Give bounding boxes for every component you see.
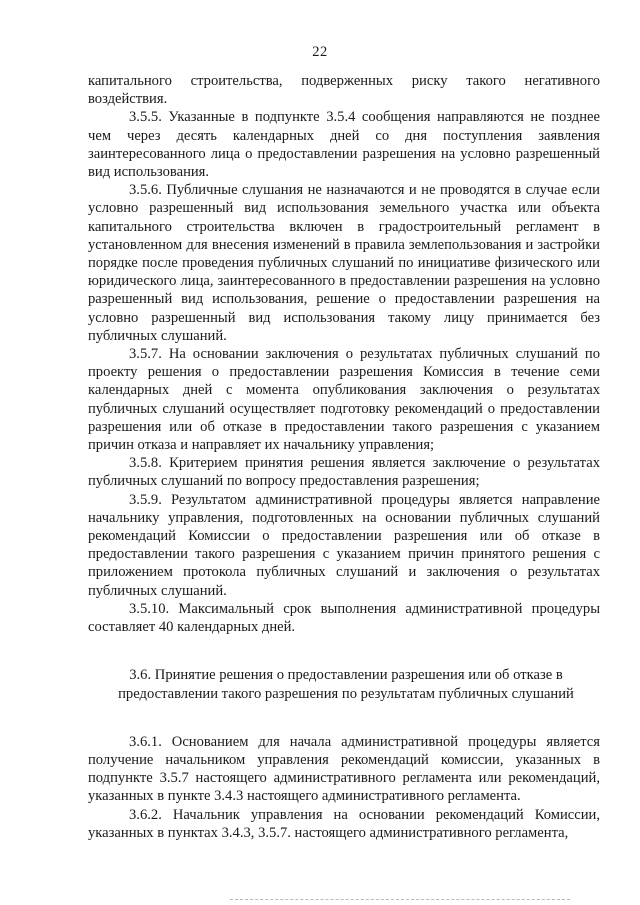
paragraph-3-5-6: 3.5.6. Публичные слушания не назначаются и не проводятся в случае если условно разрешенный вид использования земельного участка или объекта капитального строительства включен в градостроительный регламент в установленном для внесения изменений в правила землепользования и застройки порядке после проведения публичных слушаний по инициативе физического или юридического лица, заинтересованного в предоставлении разрешения на условно разрешенный вид использования, решение о предоставлении разрешения на условно разрешенный вид использования такому лицу принимается без публичных слушаний. <box>88 182 600 344</box>
paragraph-3-5-9: 3.5.9. Результатом административной процедуры является направление начальнику управления, подготовленных на основании публичных слушаний рекомендаций Комиссии о предоставлении разрешения или об отказе в предоставлении такого разрешения с указанием причин принятого решения с приложением протокола публичных слушаний и заключения о результатах публичных слушаний. <box>88 491 600 599</box>
paragraph-3-5-7: 3.5.7. На основании заключения о результатах публичных слушаний по проекту решения о предоставлении разрешения Комиссия в течение семи календарных дней с момента опубликования заключения о результатах публичных слушаний осуществляет подготовку рекомендаций о предоставлении разрешения или об отказе в предоставлении такого разрешения с указанием причин отказа и направляет их начальнику управления; <box>88 346 600 454</box>
paragraph-3-5-8: 3.5.8. Критерием принятия решения является заключение о результатах публичных слушаний по вопросу предоставления разрешения; <box>88 455 600 490</box>
section-heading-3-6: 3.6. Принятие решения о предоставлении разрешения или об отказе в предоставлении такого разрешения по результатам публичных слушаний <box>118 667 574 702</box>
paragraph-continuation: капитального строительства, подверженных риску такого негативного воздействия. <box>88 73 600 108</box>
scan-edge-line <box>230 899 570 900</box>
paragraph-3-5-5: 3.5.5. Указанные в подпункте 3.5.4 сообщения направляются не позднее чем через десять календарных дней со дня поступления заявления заинтересованного лица о предоставлении разрешения на условно разрешенный вид использования. <box>88 109 600 181</box>
document-body <box>88 72 600 842</box>
paragraph-3-6-2: 3.6.2. Начальник управления на основании рекомендаций Комиссии, указанных в пунктах 3.4.3, 3.5.7. настоящего административного регламента, <box>88 806 600 841</box>
paragraph-3-6-1: 3.6.1. Основанием для начала административной процедуры является получение начальником управления рекомендаций комиссии, указанных в подпункте 3.5.7 настоящего административного регламента или рекомендаций, указанных в пункте 3.4.3 настоящего административного регламента. <box>88 733 600 805</box>
page-number: 22 <box>312 44 328 60</box>
paragraph-3-5-10: 3.5.10. Максимальный срок выполнения административной процедуры составляет 40 календарных дней. <box>88 600 600 636</box>
